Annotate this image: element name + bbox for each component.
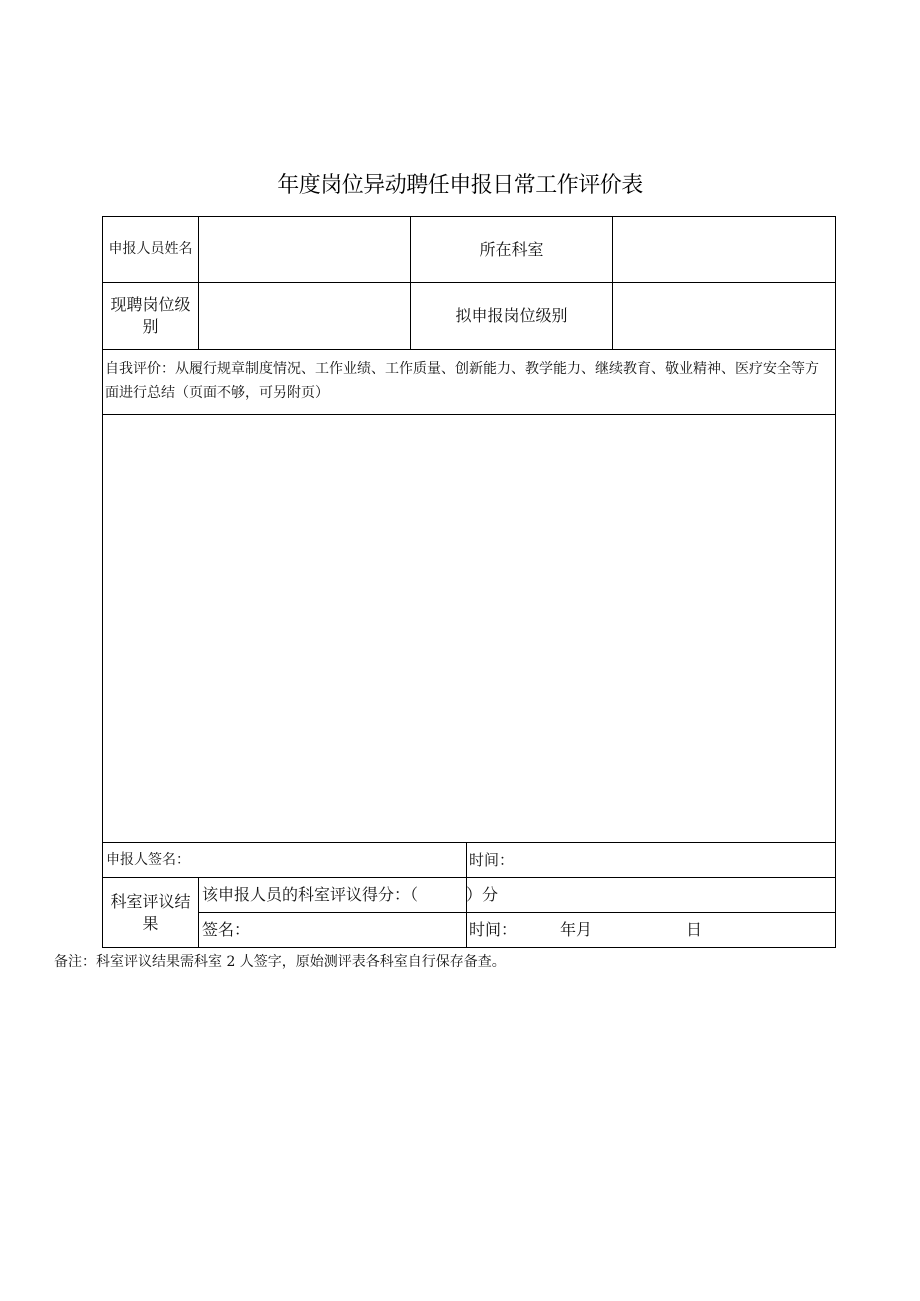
table-border-right [835, 216, 836, 948]
target-level-field[interactable] [613, 283, 835, 349]
applicant-name-label: 申报人员姓名 [108, 241, 193, 258]
table-border-bottom [102, 947, 836, 948]
department-label: 所在科室 [479, 239, 544, 259]
applicant-name-field[interactable] [199, 217, 410, 282]
applicant-signature-label: 申报人签名： [106, 851, 190, 868]
reviewer-signature-label: 签名： [202, 920, 251, 940]
department-score-text: 该申报人员的科室评议得分：（ ）分 [202, 885, 499, 905]
department-field[interactable] [613, 217, 835, 282]
current-level-label: 现聘岗位级别 [110, 295, 191, 336]
target-level-label: 拟申报岗位级别 [455, 306, 568, 326]
review-year-month: 年月 [560, 920, 593, 940]
self-evaluation-instruction: 自我评价：从履行规章制度情况、工作业绩、工作质量、创新能力、教学能力、继续教育、敬业精神、医疗安全等方面进行总结（页面不够，可另附页） [105, 361, 819, 401]
footnote: 备注：科室评议结果需科室 2 人签字，原始测评表各科室自行保存备查。 [54, 954, 506, 970]
review-time-label: 时间： [469, 920, 518, 940]
department-review-label: 科室评议结果 [110, 891, 191, 933]
table-row-divider [102, 349, 836, 350]
form-title: 年度岗位异动聘任申报日常工作评价表 [277, 173, 643, 198]
review-day: 日 [686, 920, 703, 940]
self-evaluation-area[interactable] [103, 415, 835, 842]
applicant-time-label: 时间： [469, 850, 515, 869]
current-level-field[interactable] [199, 283, 410, 349]
